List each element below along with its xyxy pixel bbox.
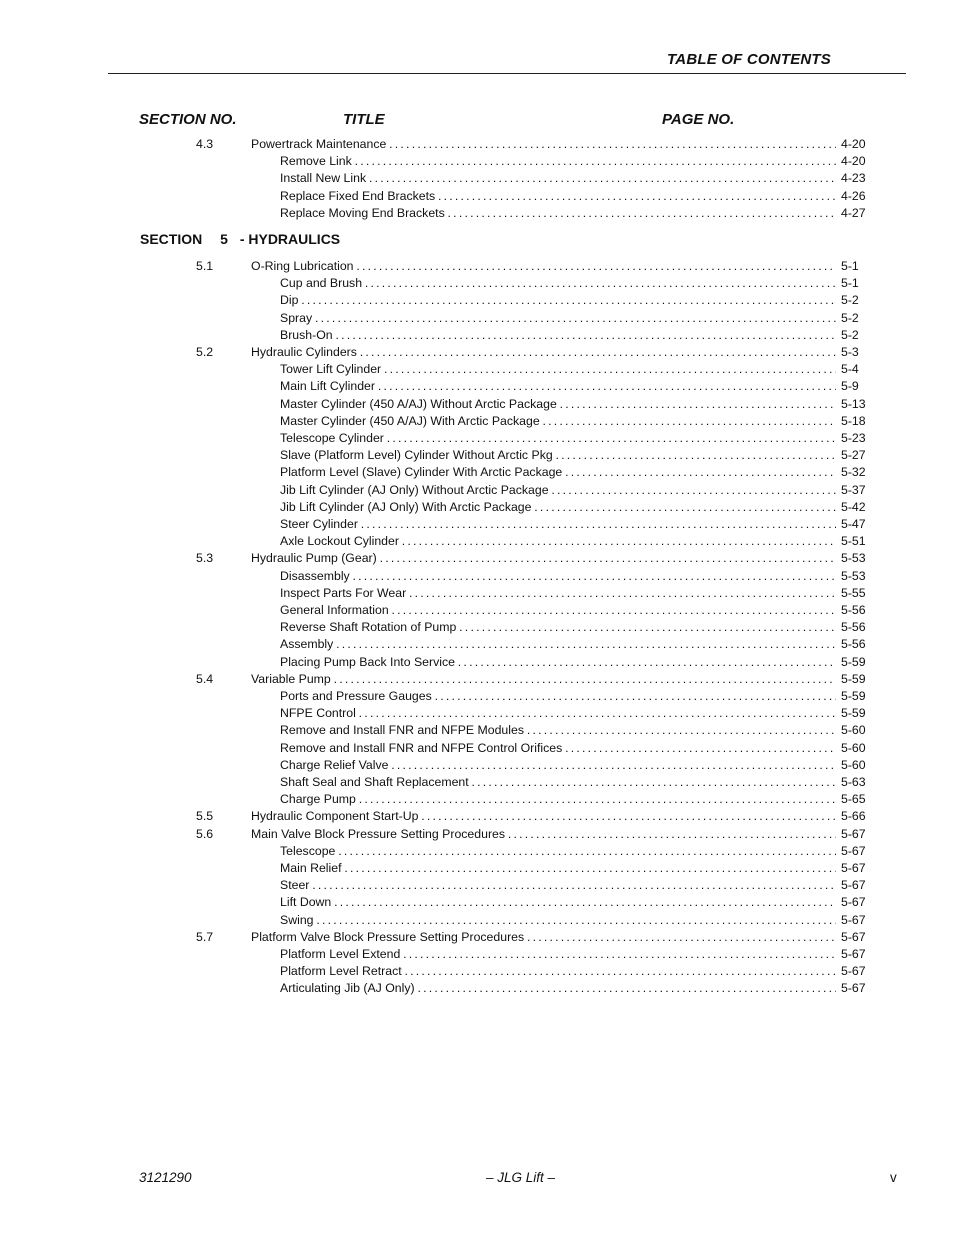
toc-entry-page: 5-9 [841, 379, 859, 394]
toc-subentry[interactable] [0, 275, 954, 292]
toc-entry-title: Reverse Shaft Rotation of Pump . . . [280, 619, 836, 636]
toc-subentry[interactable] [0, 774, 954, 791]
toc-entry-page: 5-37 [841, 482, 866, 497]
toc-subentry[interactable] [0, 912, 954, 929]
toc-subentry[interactable] [0, 860, 954, 877]
toc-entry-title: Master Cylinder (450 A/AJ) With Arctic Package . . . [280, 413, 836, 430]
toc-entry-page: 5-27 [841, 448, 866, 463]
toc-subentry[interactable] [0, 740, 954, 757]
toc-entry-page: 5-53 [841, 551, 866, 566]
toc-entry-title: Steer . . . [280, 877, 836, 894]
toc-entry-page: 5-67 [841, 826, 866, 841]
toc-entry-title: Powertrack Maintenance . . . [251, 136, 836, 153]
footer-publisher: – JLG Lift – [486, 1170, 556, 1185]
toc-entry-title: Ports and Pressure Gauges . . . [280, 688, 836, 705]
toc-entry[interactable] [0, 808, 954, 825]
toc-subentry[interactable] [0, 688, 954, 705]
toc-subentry[interactable] [0, 963, 954, 980]
toc-entry-page: 4-27 [841, 205, 866, 220]
toc-entry-page: 5-67 [841, 895, 866, 910]
toc-entry-page: 4-23 [841, 171, 866, 186]
toc-subentry[interactable] [0, 378, 954, 395]
toc-entry-number: 5.6 [196, 826, 214, 841]
toc-entry-number: 5.7 [196, 929, 214, 944]
toc-entry-page: 5-2 [841, 327, 859, 342]
toc-entry-page: 5-56 [841, 620, 866, 635]
toc-entry[interactable] [0, 344, 954, 361]
toc-entry-title: Slave (Platform Level) Cylinder Without Arctic Pkg . . . [280, 447, 836, 464]
toc-subentry[interactable] [0, 946, 954, 963]
toc-subentry[interactable] [0, 654, 954, 671]
toc-subentry[interactable] [0, 585, 954, 602]
toc-entry-page: 5-56 [841, 603, 866, 617]
toc-entry-title: Platform Level Retract . . . [280, 963, 836, 980]
toc-entry-title: Platform Level (Slave) Cylinder With Arctic Package . . . [280, 464, 836, 481]
toc-entry-title: Remove and Install FNR and NFPE Modules . . . [280, 722, 836, 739]
toc-entry-title: Axle Lockout Cylinder . . . [280, 533, 836, 550]
toc-entry-page: 5-55 [841, 585, 866, 600]
toc-entry-number: 5.4 [196, 671, 214, 686]
toc-entry-title: Charge Relief Valve . . . [280, 757, 836, 774]
toc-subentry[interactable] [0, 188, 954, 205]
toc-subentry[interactable] [0, 327, 954, 344]
toc-entry-number: 5.1 [196, 259, 214, 273]
toc-entry-title: Jib Lift Cylinder (AJ Only) With Arctic Package . . . [280, 499, 836, 516]
page-header-title: TABLE OF CONTENTS [667, 51, 831, 68]
toc-subentry[interactable] [0, 516, 954, 533]
toc-entry-page: 5-67 [841, 843, 866, 858]
toc-entry-page: 5-59 [841, 654, 866, 669]
toc-entry-page: 5-2 [841, 293, 859, 308]
toc-subentry[interactable] [0, 430, 954, 447]
toc-entry-title: Remove Link . . . [280, 153, 836, 170]
toc-entry-title: Placing Pump Back Into Service . . . [280, 654, 836, 671]
toc-entry[interactable] [0, 550, 954, 567]
toc-entry[interactable] [0, 826, 954, 843]
toc-subentry[interactable] [0, 568, 954, 585]
toc-entry-page: 5-3 [841, 345, 859, 359]
column-header-section-no: SECTION NO. [139, 111, 237, 128]
toc-subentry[interactable] [0, 464, 954, 481]
toc-entry[interactable] [0, 136, 954, 153]
toc-entry-title: Charge Pump . . . [280, 791, 836, 808]
toc-entry-title: Articulating Jib (AJ Only) . . . [280, 980, 836, 997]
toc-entry-title: Install New Link . . . [280, 170, 836, 187]
toc-entry-title: Lift Down . . . [280, 894, 836, 911]
toc-subentry[interactable] [0, 619, 954, 636]
toc-entry-page: 5-67 [841, 912, 866, 927]
toc-entry-title: Main Valve Block Pressure Setting Procedures . . . [251, 826, 836, 843]
toc-entry-page: 5-1 [841, 276, 859, 291]
toc-subentry[interactable] [0, 636, 954, 653]
toc-entry-title: Brush-On . . . [280, 327, 836, 344]
toc-entry-page: 5-67 [841, 929, 866, 944]
toc-entry-title: Replace Fixed End Brackets . . . [280, 188, 836, 205]
toc-subentry[interactable] [0, 877, 954, 894]
toc-subentry[interactable] [0, 705, 954, 722]
toc-entry-page: 5-56 [841, 637, 866, 652]
toc-entry-page: 5-67 [841, 964, 866, 979]
toc-entry-title: Hydraulic Pump (Gear) . . . [251, 550, 836, 567]
toc-entry-title: Dip . . . [280, 292, 836, 309]
toc-entry-page: 5-23 [841, 431, 866, 445]
toc-subentry[interactable] [0, 894, 954, 911]
toc-entry-page: 5-59 [841, 689, 866, 703]
toc-entry-title: Disassembly . . . [280, 568, 836, 585]
toc-entry-title: O-Ring Lubrication . . . [251, 258, 836, 275]
toc-entry-title: Telescope Cylinder . . . [280, 430, 836, 447]
toc-entry-page: 5-59 [841, 706, 866, 721]
toc-entry-title: Jib Lift Cylinder (AJ Only) Without Arctic Package . . . [280, 482, 836, 499]
toc-entry-page: 5-67 [841, 947, 866, 961]
section-heading-number: 5 [220, 231, 228, 247]
toc-subentry[interactable] [0, 602, 954, 619]
toc-entry[interactable] [0, 929, 954, 946]
toc-entry-title: Hydraulic Component Start-Up . . . [251, 808, 836, 825]
toc-entry-page: 5-42 [841, 499, 866, 514]
toc-subentry[interactable] [0, 205, 954, 222]
toc-entry-page: 5-1 [841, 259, 859, 273]
toc-entry-title: Inspect Parts For Wear . . . [280, 585, 836, 602]
toc-entry-page: 5-67 [841, 861, 866, 875]
toc-entry-number: 5.5 [196, 809, 214, 824]
toc-subentry[interactable] [0, 292, 954, 309]
toc-entry-page: 5-13 [841, 396, 866, 411]
toc-entry-page: 4-26 [841, 188, 866, 203]
toc-subentry[interactable] [0, 499, 954, 516]
toc-entry-page: 5-18 [841, 413, 866, 428]
toc-subentry[interactable] [0, 757, 954, 774]
toc-entry-title: Hydraulic Cylinders . . . [251, 344, 836, 361]
toc-entry-title: Shaft Seal and Shaft Replacement . . . [280, 774, 836, 791]
toc-subentry[interactable] [0, 980, 954, 997]
toc-subentry[interactable] [0, 843, 954, 860]
section-heading-title: - HYDRAULICS [239, 231, 341, 247]
toc-subentry[interactable] [0, 170, 954, 187]
toc-subentry[interactable] [0, 396, 954, 413]
toc-entry-title: Platform Valve Block Pressure Setting Procedures . . . [251, 929, 836, 946]
toc-entry-page: 5-67 [841, 878, 866, 893]
toc-entry[interactable] [0, 258, 954, 275]
toc-entry-title: Cup and Brush . . . [280, 275, 836, 292]
toc-entry-page: 5-60 [841, 740, 866, 755]
toc-entry-title: Assembly . . . [280, 636, 836, 653]
toc-entry-title: Swing . . . [280, 912, 836, 929]
toc-subentry[interactable] [0, 361, 954, 378]
toc-entry-title: Spray . . . [280, 310, 836, 327]
toc-entry-page: 5-60 [841, 757, 866, 772]
toc-entry-page: 5-60 [841, 723, 866, 738]
toc-subentry[interactable] [0, 482, 954, 499]
toc-entry-title: Main Relief . . . [280, 860, 836, 877]
footer-page-number: v [890, 1170, 897, 1185]
toc-entry-page: 4-20 [841, 137, 866, 151]
toc-entry-page: 5-47 [841, 517, 866, 531]
toc-entry-title: Main Lift Cylinder . . . [280, 378, 836, 395]
toc-entry-page: 5-65 [841, 792, 866, 807]
toc-entry-title: Steer Cylinder . . . [280, 516, 836, 533]
toc-entry-title: NFPE Control . . . [280, 705, 836, 722]
toc-entry-number: 4.3 [196, 137, 214, 151]
toc-entry-page: 5-63 [841, 775, 866, 789]
toc-entry[interactable] [0, 671, 954, 688]
toc-entry-title: Remove and Install FNR and NFPE Control Orifices . . . [280, 740, 836, 757]
column-header-title: TITLE [343, 111, 385, 128]
toc-entry-page: 5-51 [841, 534, 866, 549]
toc-subentry[interactable] [0, 153, 954, 170]
column-header-page-no: PAGE NO. [662, 111, 735, 128]
toc-entry-title: Tower Lift Cylinder . . . [280, 361, 836, 378]
toc-entry-title: General Information . . . [280, 602, 836, 619]
section-heading-label: SECTION [140, 231, 203, 247]
toc-entry-page: 5-32 [841, 465, 866, 480]
toc-entry-title: Master Cylinder (450 A/AJ) Without Arctic Package . . . [280, 396, 836, 413]
toc-entry-page: 5-4 [841, 362, 859, 377]
toc-subentry[interactable] [0, 310, 954, 327]
toc-entry-number: 5.2 [196, 345, 214, 359]
toc-entry-title: Platform Level Extend . . . [280, 946, 836, 963]
toc-entry-title: Variable Pump . . . [251, 671, 836, 688]
toc-subentry[interactable] [0, 533, 954, 550]
toc-entry-page: 4-20 [841, 154, 866, 169]
toc-subentry[interactable] [0, 447, 954, 464]
toc-entry-title: Replace Moving End Brackets . . . [280, 205, 836, 222]
toc-entry-page: 5-2 [841, 310, 859, 325]
toc-subentry[interactable] [0, 413, 954, 430]
toc-subentry[interactable] [0, 722, 954, 739]
footer-doc-number: 3121290 [139, 1170, 192, 1185]
toc-entry-page: 5-66 [841, 809, 866, 824]
toc-entry-title: Telescope . . . [280, 843, 836, 860]
toc-subentry[interactable] [0, 791, 954, 808]
toc-entry-page: 5-59 [841, 671, 866, 686]
toc-entry-page: 5-67 [841, 981, 866, 996]
toc-entry-page: 5-53 [841, 568, 866, 583]
toc-entry-number: 5.3 [196, 551, 214, 566]
